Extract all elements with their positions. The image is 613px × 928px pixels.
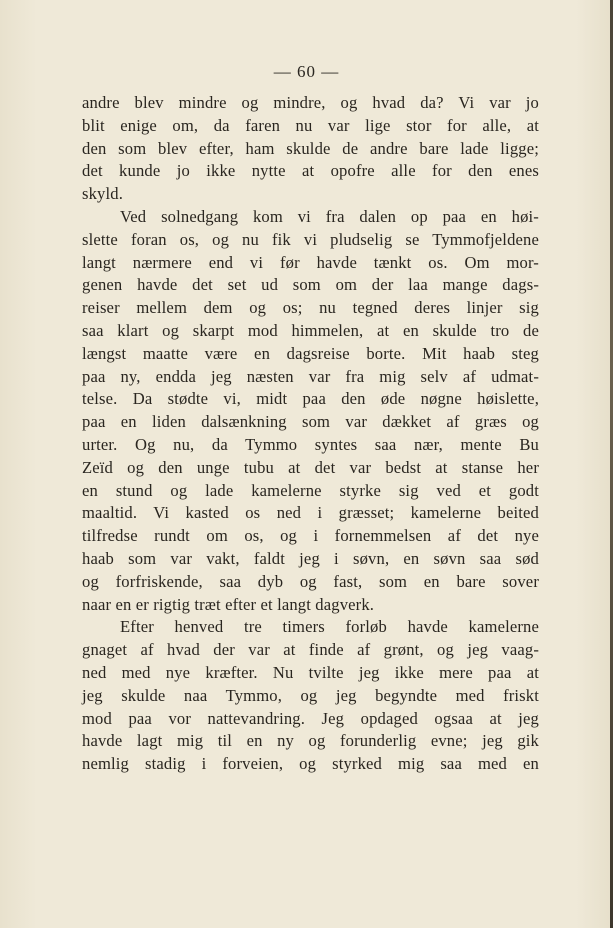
text-line: gnaget af hvad der var at finde af grønt, og jeg vaag- [82, 640, 539, 660]
text-line: Efter henved tre timers forløb havde kamelerne [120, 617, 539, 637]
text-line: nemlig stadig i forveien, og styrked mig saa med en [82, 754, 539, 774]
text-line: urter. Og nu, da Tymmo syntes saa nær, mente Bu [82, 434, 539, 454]
page-number: — 60 — [273, 62, 340, 81]
text-line: mod paa vor nattevandring. Jeg opdaged ogsaa at jeg [82, 708, 539, 728]
text-line: blit enige om, da faren nu var lige stor for alle, at [82, 115, 539, 135]
text-line: længst maatte være en dagsreise borte. Mit haab steg [82, 343, 539, 363]
text-line: paa ny, endda jeg næsten var fra mig selv af udmat- [82, 366, 539, 386]
text-line: Zeïd og den unge tubu at det var bedst at stanse her [82, 457, 539, 477]
text-line: en stund og lade kamelerne styrke sig ved et godt [82, 480, 539, 500]
text-line: ned med nye kræfter. Nu tvilte jeg ikke mere paa at [82, 662, 539, 682]
text-line: naar en er rigtig træt efter et langt dagverk. [82, 594, 375, 614]
text-line: telse. Da stødte vi, midt paa den øde nøgne høislette, [82, 389, 539, 409]
text-line: Ved solnedgang kom vi fra dalen op paa en høi- [120, 206, 539, 226]
text-line: det kunde jo ikke nytte at opofre alle for den enes [82, 161, 539, 181]
text-line: andre blev mindre og mindre, og hvad da? Vi var jo [82, 93, 539, 112]
text-line: skyld. [82, 184, 124, 204]
text-line: genen havde det set ud som om der laa mange dags- [82, 275, 539, 295]
body-text [82, 92, 539, 776]
text-line: paa en liden dalsænkning som var dækket af græs og [82, 412, 539, 432]
text-line: og forfriskende, saa dyb og fast, som en bare sover [82, 571, 539, 591]
text-line: saa klart og skarpt mod himmelen, at en skulde tro de [82, 320, 539, 340]
text-line: haab som var vakt, faldt jeg i søvn, en søvn saa sød [82, 548, 539, 568]
text-line: reiser mellem dem og os; nu tegned deres linjer sig [82, 298, 539, 318]
text-line: jeg skulde naa Tymmo, og jeg begyndte med friskt [82, 685, 539, 705]
text-line: den som blev efter, ham skulde de andre bare lade ligge; [82, 138, 539, 158]
text-line: slette foran os, og nu fik vi pludselig se Tymmofjeldene [82, 229, 539, 249]
text-line: maaltid. Vi kasted os ned i græsset; kamelerne beited [82, 503, 539, 523]
text-line: havde lagt mig til en ny og forunderlig evne; jeg gik [82, 731, 539, 751]
text-line: langt nærmere end vi før havde tænkt os. Om mor- [82, 252, 539, 272]
text-line: tilfredse rundt om os, og i fornemmelsen af det nye [82, 526, 539, 546]
